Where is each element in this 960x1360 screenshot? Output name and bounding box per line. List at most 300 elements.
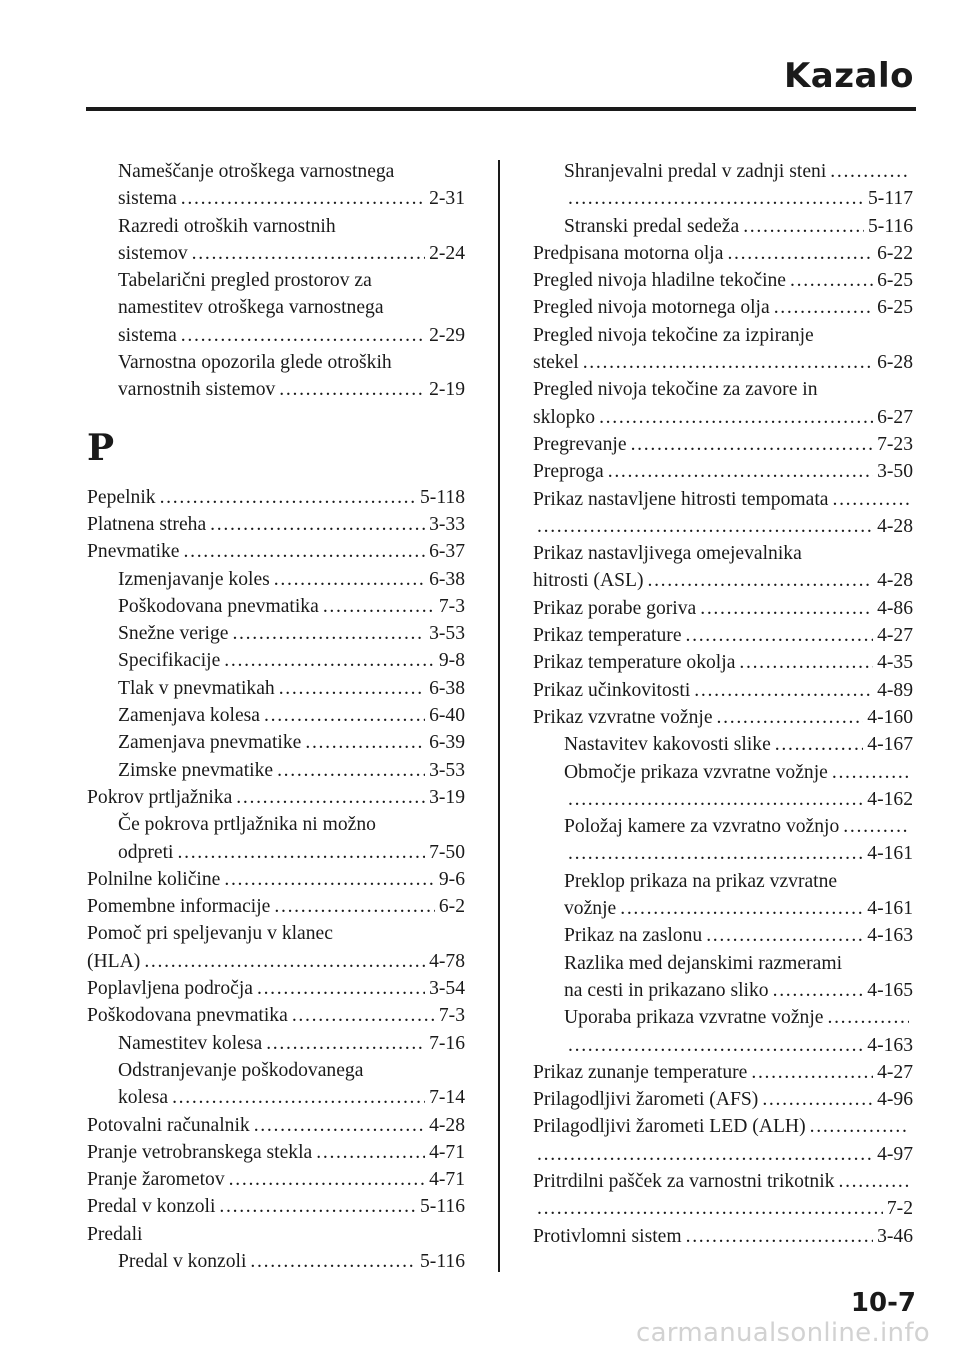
index-entry xyxy=(533,1059,913,1086)
index-entry xyxy=(533,677,913,704)
page-reference: 3-53 xyxy=(429,623,465,645)
header-rule xyxy=(86,107,916,111)
index-entry xyxy=(87,866,465,893)
page-reference: 4-163 xyxy=(867,925,913,947)
page-reference: 4-96 xyxy=(877,1089,913,1111)
dot-leader xyxy=(264,702,425,729)
column-divider xyxy=(498,160,500,1272)
entry-label: Tlak v pnevmatikah xyxy=(118,677,275,699)
dot-leader xyxy=(279,675,425,702)
page-reference: 6-25 xyxy=(877,297,913,319)
dot-leader xyxy=(254,1112,425,1139)
entry-row xyxy=(118,593,465,620)
entry-row xyxy=(533,431,913,458)
entry-row xyxy=(533,649,913,676)
index-subentry xyxy=(533,158,913,185)
dot-leader xyxy=(144,948,425,975)
page-reference: 6-39 xyxy=(429,732,465,754)
dot-leader xyxy=(224,647,435,674)
entry-label: Zamenjava pnevmatike xyxy=(118,732,302,754)
entry-label: hitrosti (ASL) xyxy=(533,570,644,592)
entry-label: Prikaz temperature xyxy=(533,625,682,647)
index-subentry xyxy=(87,729,465,756)
index-subentry xyxy=(87,213,465,268)
index-subentry xyxy=(87,1030,465,1057)
page-reference: 5-116 xyxy=(420,1196,465,1218)
entry-row xyxy=(533,404,913,431)
dot-leader xyxy=(305,729,425,756)
entry-row xyxy=(118,702,465,729)
entry-row xyxy=(564,213,913,240)
dot-leader xyxy=(762,1086,873,1113)
index-entry xyxy=(87,511,465,538)
index-subentry xyxy=(533,731,913,758)
entry-label: Predpisana motorna olja xyxy=(533,242,724,264)
dot-leader xyxy=(751,1059,873,1086)
entry-row xyxy=(533,1086,913,1113)
dot-leader xyxy=(537,1195,883,1222)
entry-text-line: Če pokrova prtljažnika ni možno xyxy=(118,814,376,836)
dot-leader xyxy=(773,977,864,1004)
page-reference: 7-3 xyxy=(438,595,465,617)
entry-label: Prikaz temperature okolja xyxy=(533,652,736,674)
entry-row xyxy=(564,759,913,786)
dot-leader xyxy=(181,185,425,212)
entry-label: Snežne verige xyxy=(118,623,229,645)
dot-leader xyxy=(827,1004,909,1031)
index-subentry xyxy=(533,840,913,867)
entry-label: Izmenjavanje koles xyxy=(118,568,270,590)
entry-text-line: namestitev otroškega varnostnega xyxy=(118,297,384,319)
dot-leader xyxy=(568,840,863,867)
page-reference: 2-29 xyxy=(429,324,465,346)
page-reference: 4-163 xyxy=(867,1034,913,1056)
index-subentry xyxy=(87,647,465,674)
dot-leader xyxy=(232,620,425,647)
dot-leader xyxy=(192,240,425,267)
entry-row xyxy=(564,922,913,949)
index-entry xyxy=(87,1193,465,1220)
dot-leader xyxy=(279,376,425,403)
entry-row xyxy=(533,622,913,649)
entry-row xyxy=(118,839,465,866)
index-entry xyxy=(533,294,913,321)
page-title: Kazalo xyxy=(783,56,914,96)
dot-leader xyxy=(184,538,426,565)
entry-text-line: Odstranjevanje poškodovanega xyxy=(118,1059,364,1081)
dot-leader xyxy=(277,757,425,784)
page-reference: 3-46 xyxy=(877,1225,913,1247)
dot-leader xyxy=(810,1113,909,1140)
index-entry xyxy=(533,376,913,431)
entry-label: Predal v konzoli xyxy=(87,1196,216,1218)
entry-row xyxy=(533,513,913,540)
dot-leader xyxy=(274,566,425,593)
entry-label: Pranje vetrobranskega stekla xyxy=(87,1141,313,1163)
dot-leader xyxy=(178,839,426,866)
index-entry xyxy=(533,1113,913,1140)
page-reference: 4-27 xyxy=(877,1061,913,1083)
entry-label: Platnena streha xyxy=(87,513,207,535)
entry-row xyxy=(87,1112,465,1139)
dot-leader xyxy=(583,349,873,376)
index-entry xyxy=(533,649,913,676)
dot-leader xyxy=(236,784,425,811)
entry-label: Zamenjava kolesa xyxy=(118,705,260,727)
page-reference: 3-19 xyxy=(429,786,465,808)
dot-leader xyxy=(832,486,909,513)
page-reference: 4-89 xyxy=(877,679,913,701)
entry-row xyxy=(533,240,913,267)
entry-label: na cesti in prikazano sliko xyxy=(564,979,769,1001)
page-reference: 4-71 xyxy=(429,1169,465,1191)
index-entry xyxy=(87,1002,465,1029)
entry-row xyxy=(87,511,465,538)
index-entry xyxy=(533,540,913,595)
entry-label: Pepelnik xyxy=(87,486,156,508)
index-entry xyxy=(87,920,465,975)
entry-row xyxy=(533,458,913,485)
entry-label: sistemov xyxy=(118,242,188,264)
entry-row xyxy=(118,647,465,674)
entry-label: Pregrevanje xyxy=(533,433,627,455)
index-subentry xyxy=(87,593,465,620)
dot-leader xyxy=(257,975,425,1002)
page-reference: 2-19 xyxy=(429,379,465,401)
entry-row xyxy=(533,704,913,731)
index-subentry xyxy=(87,1057,465,1112)
entry-label: Stranski predal sedeža xyxy=(564,215,740,237)
entry-label: Uporaba prikaza vzvratne vožnje xyxy=(564,1007,824,1029)
page-reference: 3-53 xyxy=(429,759,465,781)
entry-label: Preproga xyxy=(533,461,604,483)
entry-row xyxy=(87,538,465,565)
index-subentry xyxy=(533,1032,913,1059)
page-reference: 4-167 xyxy=(867,734,913,756)
dot-leader xyxy=(219,1193,416,1220)
entry-label: Pregled nivoja hladilne tekočine xyxy=(533,270,787,292)
entry-row xyxy=(87,1193,465,1220)
entry-row xyxy=(533,1168,913,1195)
index-entry xyxy=(533,1223,913,1250)
index-subentry xyxy=(533,922,913,949)
page-reference: 9-6 xyxy=(438,868,465,890)
page-reference: 5-116 xyxy=(420,1250,465,1272)
entry-row xyxy=(118,729,465,756)
dot-leader xyxy=(568,1032,863,1059)
entry-row xyxy=(533,1195,913,1222)
entry-row xyxy=(118,1248,465,1275)
dot-leader xyxy=(568,185,864,212)
entry-label: Prikaz zunanje temperature xyxy=(533,1061,748,1083)
page-reference: 4-86 xyxy=(877,597,913,619)
entry-label: Pnevmatike xyxy=(87,541,180,563)
index-entry xyxy=(533,1086,913,1113)
entry-row xyxy=(564,786,913,813)
entry-label: stekel xyxy=(533,352,579,374)
dot-leader xyxy=(647,567,873,594)
entry-row xyxy=(87,1002,465,1029)
entry-text-line: Razredi otroških varnostnih xyxy=(118,215,336,237)
index-entry xyxy=(533,1141,913,1168)
dot-leader xyxy=(537,513,873,540)
entry-label: Prikaz vzvratne vožnje xyxy=(533,706,713,728)
entry-text-line: Pregled nivoja tekočine za izpiranje xyxy=(533,324,814,346)
entry-text-line: Predali xyxy=(87,1223,143,1245)
index-subentry xyxy=(87,158,465,213)
entry-row xyxy=(533,595,913,622)
index-entry xyxy=(533,513,913,540)
page-reference: 4-71 xyxy=(429,1141,465,1163)
dot-leader xyxy=(229,1166,425,1193)
dot-leader xyxy=(210,511,425,538)
entry-row xyxy=(87,866,465,893)
entry-label: vožnje xyxy=(564,898,617,920)
index-subentry xyxy=(533,868,913,923)
entry-row xyxy=(564,813,913,840)
entry-label: kolesa xyxy=(118,1087,169,1109)
entry-text-line: Nameščanje otroškega varnostnega xyxy=(118,161,395,182)
index-column-left xyxy=(87,158,465,1275)
entry-label: sistema xyxy=(118,324,177,346)
entry-label: odpreti xyxy=(118,841,174,863)
dot-leader xyxy=(686,1223,873,1250)
entry-label: Prilagodljivi žarometi LED (ALH) xyxy=(533,1116,806,1138)
entry-row xyxy=(118,240,465,267)
index-entry xyxy=(533,595,913,622)
entry-row xyxy=(118,322,465,349)
page-reference: 5-116 xyxy=(868,215,913,237)
dot-leader xyxy=(323,593,435,620)
index-entry xyxy=(87,484,465,511)
dot-leader xyxy=(686,622,874,649)
entry-label: Nastavitev kakovosti slike xyxy=(564,734,771,756)
page-reference: 6-40 xyxy=(429,705,465,727)
index-entry xyxy=(533,431,913,458)
page-reference: 9-8 xyxy=(438,650,465,672)
index-entry xyxy=(533,267,913,294)
index-entry xyxy=(533,240,913,267)
entry-label: Prilagodljivi žarometi (AFS) xyxy=(533,1089,759,1111)
entry-row xyxy=(564,185,913,212)
dot-leader xyxy=(250,1248,416,1275)
entry-label: varnostnih sistemov xyxy=(118,379,276,401)
entry-label: Specifikacije xyxy=(118,650,221,672)
entry-row xyxy=(533,349,913,376)
index-entry xyxy=(87,975,465,1002)
dot-leader xyxy=(832,759,909,786)
entry-label: Shranjevalni predal v zadnji steni xyxy=(564,161,827,182)
entry-label: Potovalni računalnik xyxy=(87,1114,250,1136)
index-subentry xyxy=(87,811,465,866)
entry-label: Prikaz na zaslonu xyxy=(564,925,703,947)
entry-row xyxy=(118,566,465,593)
page-reference: 6-28 xyxy=(877,352,913,374)
entry-row xyxy=(564,895,913,922)
dot-leader xyxy=(160,484,416,511)
entry-row xyxy=(87,784,465,811)
entry-row xyxy=(87,893,465,920)
entry-row xyxy=(564,731,913,758)
index-entry xyxy=(533,1195,913,1222)
entry-text-line: Pregled nivoja tekočine za zavore in xyxy=(533,379,818,401)
dot-leader xyxy=(838,1168,909,1195)
dot-leader xyxy=(727,240,873,267)
index-subentry xyxy=(533,786,913,813)
entry-label: Pritrdilni pašček za varnostni trikotnik xyxy=(533,1170,835,1192)
entry-text-line: Razlika med dejanskimi razmerami xyxy=(564,952,843,974)
entry-row xyxy=(87,484,465,511)
entry-label: (HLA) xyxy=(87,950,141,972)
index-subentry xyxy=(87,757,465,784)
section-letter: P xyxy=(87,426,115,469)
entry-text-line: Tabelarični pregled prostorov za xyxy=(118,270,372,292)
index-subentry xyxy=(533,213,913,240)
dot-leader xyxy=(537,1141,873,1168)
entry-row xyxy=(118,675,465,702)
dot-leader xyxy=(790,267,873,294)
dot-leader xyxy=(700,595,873,622)
entry-row xyxy=(118,620,465,647)
index-entry xyxy=(87,1166,465,1193)
dot-leader xyxy=(292,1002,435,1029)
index-entry xyxy=(533,1168,913,1195)
watermark: carmanualsonline.info xyxy=(635,1318,930,1348)
entry-label: Poškodovana pnevmatika xyxy=(118,595,319,617)
entry-text-line: Prikaz nastavljivega omejevalnika xyxy=(533,543,802,565)
entry-row xyxy=(87,1166,465,1193)
page-reference: 6-25 xyxy=(877,270,913,292)
page-reference: 6-27 xyxy=(877,406,913,428)
entry-label: Prikaz nastavljene hitrosti tempomata xyxy=(533,488,829,510)
page-reference: 7-50 xyxy=(429,841,465,863)
index-subentry xyxy=(533,185,913,212)
index-entry xyxy=(533,704,913,731)
index-entry xyxy=(87,1221,465,1248)
index-entry xyxy=(87,1112,465,1139)
entry-label: Namestitev kolesa xyxy=(118,1032,263,1054)
page-reference: 7-23 xyxy=(877,433,913,455)
index-subentry xyxy=(87,620,465,647)
entry-row xyxy=(533,486,913,513)
page-reference: 3-50 xyxy=(877,461,913,483)
entry-label: sistema xyxy=(118,188,177,210)
page-reference: 6-38 xyxy=(429,568,465,590)
page-reference: 6-2 xyxy=(438,896,465,918)
entry-label: Prikaz porabe goriva xyxy=(533,597,697,619)
dot-leader xyxy=(743,213,864,240)
entry-label: Polnilne količine xyxy=(87,868,221,890)
entry-label: Poškodovana pnevmatika xyxy=(87,1005,288,1027)
entry-row xyxy=(533,1113,913,1140)
entry-label: Prikaz učinkovitosti xyxy=(533,679,691,701)
index-entry xyxy=(533,458,913,485)
entry-row xyxy=(564,1004,913,1031)
page-reference: 2-31 xyxy=(429,188,465,210)
page-reference: 3-33 xyxy=(429,513,465,535)
page-reference: 5-117 xyxy=(868,188,913,210)
dot-leader xyxy=(717,704,864,731)
page-reference: 4-165 xyxy=(867,979,913,1001)
page-reference: 4-161 xyxy=(867,898,913,920)
page-reference: 7-3 xyxy=(438,1005,465,1027)
index-entry xyxy=(87,538,465,565)
entry-row xyxy=(564,158,913,185)
dot-leader xyxy=(739,649,873,676)
entry-text-line: Varnostna opozorila glede otroških xyxy=(118,352,392,374)
page-reference: 4-160 xyxy=(867,706,913,728)
entry-row xyxy=(564,977,913,1004)
dot-leader xyxy=(631,431,874,458)
index-subentry xyxy=(87,702,465,729)
entry-row xyxy=(533,1223,913,1250)
entry-label: Poplavljena področja xyxy=(87,978,253,1000)
index-subentry xyxy=(87,349,465,404)
dot-leader xyxy=(608,458,873,485)
page-reference: 7-16 xyxy=(429,1032,465,1054)
entry-label: Zimske pnevmatike xyxy=(118,759,274,781)
page-reference: 4-162 xyxy=(867,788,913,810)
index-entry xyxy=(533,486,913,513)
dot-leader xyxy=(694,677,873,704)
entry-label: Pranje žarometov xyxy=(87,1169,225,1191)
dot-leader xyxy=(266,1030,425,1057)
dot-leader xyxy=(775,731,863,758)
index-subentry xyxy=(533,813,913,840)
entry-label: Pregled nivoja motornega olja xyxy=(533,297,770,319)
entry-row xyxy=(87,948,465,975)
entry-row xyxy=(533,677,913,704)
index-entry xyxy=(87,784,465,811)
entry-row xyxy=(533,1141,913,1168)
entry-label: Protivlomni sistem xyxy=(533,1225,682,1247)
entry-text-line: Pomoč pri speljevanju v klanec xyxy=(87,923,333,945)
dot-leader xyxy=(830,158,909,185)
page-reference: 4-28 xyxy=(877,515,913,537)
dot-leader xyxy=(274,893,435,920)
dot-leader xyxy=(172,1084,425,1111)
entry-row xyxy=(564,1032,913,1059)
dot-leader xyxy=(316,1139,425,1166)
dot-leader xyxy=(706,922,863,949)
dot-leader xyxy=(843,813,909,840)
entry-row xyxy=(87,975,465,1002)
entry-row xyxy=(533,1059,913,1086)
index-subentry xyxy=(533,759,913,786)
index-subentry xyxy=(87,1248,465,1275)
page-reference: 6-37 xyxy=(429,541,465,563)
page-reference: 2-24 xyxy=(429,242,465,264)
entry-label: Pokrov prtljažnika xyxy=(87,786,233,808)
entry-row xyxy=(533,567,913,594)
page-reference: 6-22 xyxy=(877,242,913,264)
entry-label: Predal v konzoli xyxy=(118,1250,247,1272)
entry-row xyxy=(564,840,913,867)
page-reference: 4-35 xyxy=(877,652,913,674)
index-entry xyxy=(87,893,465,920)
dot-leader xyxy=(224,866,435,893)
page-reference: 7-2 xyxy=(886,1198,913,1220)
index-entry xyxy=(87,1139,465,1166)
entry-label: sklopko xyxy=(533,406,596,428)
index-entry xyxy=(533,622,913,649)
dot-leader xyxy=(620,895,863,922)
entry-row xyxy=(533,267,913,294)
page-reference: 3-54 xyxy=(429,978,465,1000)
entry-label: Položaj kamere za vzvratno vožnjo xyxy=(564,816,840,838)
page-reference: 4-97 xyxy=(877,1143,913,1165)
index-subentry xyxy=(87,267,465,349)
